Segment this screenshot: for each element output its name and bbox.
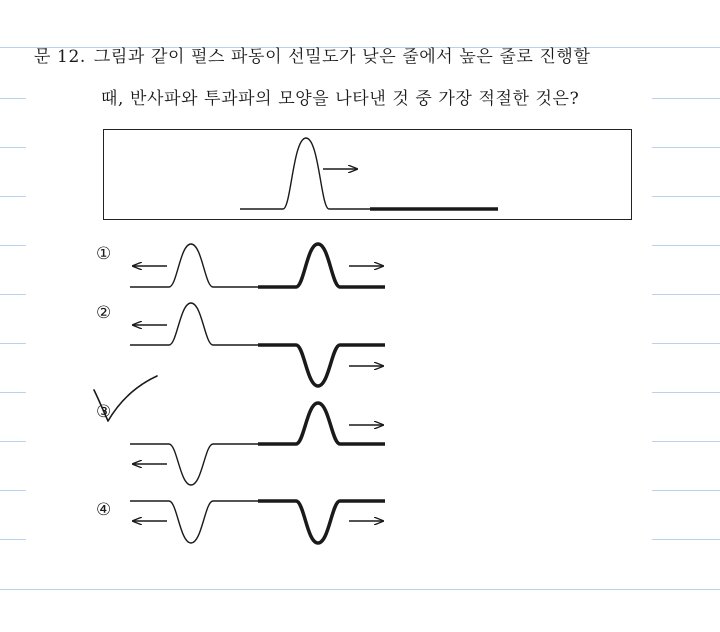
incident-pulse (240, 138, 498, 209)
checkmark-icon (94, 376, 157, 421)
option-4-label[interactable]: ④ (96, 500, 112, 520)
option-3-diagram[interactable] (130, 403, 385, 485)
question-number: 문 12. (34, 47, 86, 67)
option-4-reflected-pulse (130, 501, 258, 543)
option-4-diagram[interactable] (130, 501, 385, 543)
option-1-label[interactable]: ① (96, 244, 112, 264)
question-text-2: 때, 반사파와 투과파의 모양을 나타낸 것 중 가장 적절한 것은? (101, 89, 580, 109)
option-1-diagram[interactable] (130, 244, 385, 287)
option-2-diagram[interactable] (130, 303, 385, 386)
option-3-transmitted-pulse (258, 403, 385, 444)
option-3-label[interactable]: ③ (96, 402, 112, 422)
option-4-transmitted-pulse (258, 501, 385, 543)
option-2-label[interactable]: ② (96, 303, 112, 323)
thin-string-with-pulse (240, 138, 370, 209)
option-2-reflected-pulse (130, 303, 258, 345)
question-text-1: 그림과 같이 펄스 파동이 선밀도가 낮은 줄에서 높은 줄로 진행할 (93, 47, 591, 67)
